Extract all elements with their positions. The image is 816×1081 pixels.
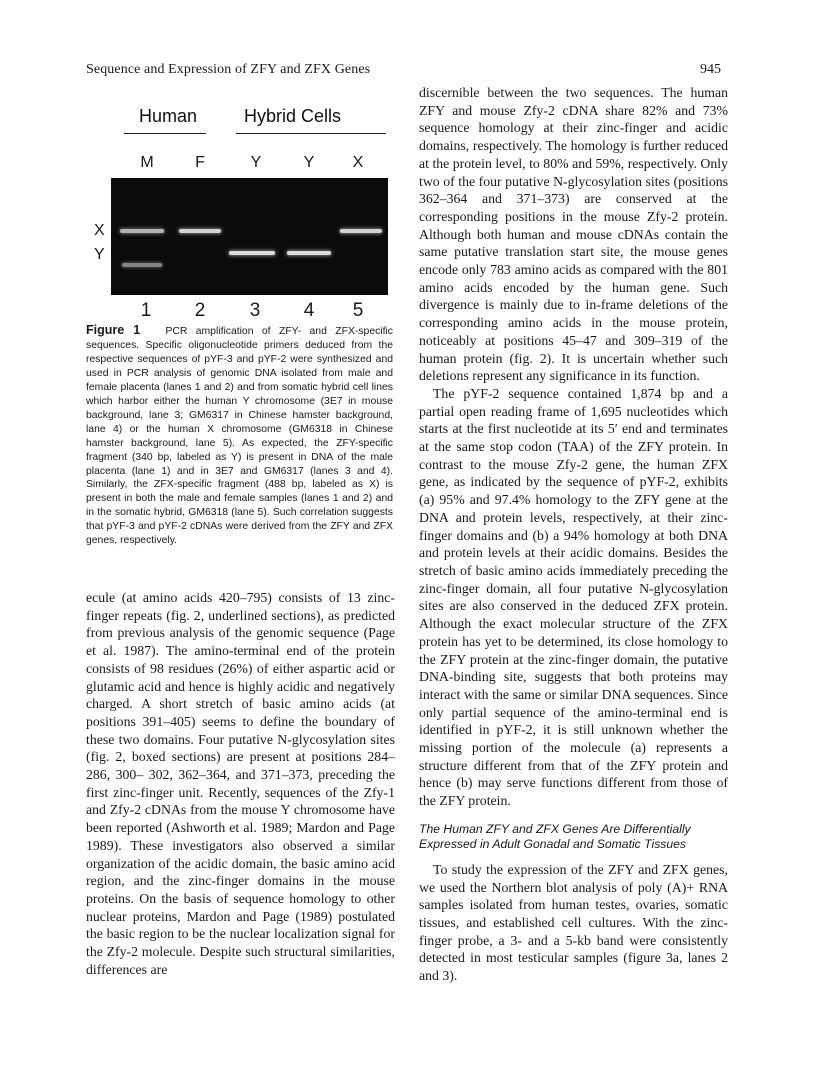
- lane-top-label: Y: [303, 154, 315, 171]
- section-heading: The Human ZFY and ZFX Genes Are Differentially Expressed in Adult Gonadal and Somatic Tissues: [419, 821, 691, 852]
- body-paragraph: discernible between the two sequences. The human ZFY and mouse Zfy-2 cDNA share 82% and 73% sequence homology at their zinc-finger and acidic domains, respectively. The homology is further reduced at the protein level, to 80% and 59%, respectively. Only two of the four putative N-glycosylation sites (positions 362–364 and 371–373) are conserved at the corresponding positions in the mouse Zfy-2 protein. Although both human and mouse cDNAs contain the same putative translation start site, the mouse genes encode only 783 amino acids as compared with the 801 amino acids encoded by the human gene. Such divergence is mainly due to in-frame deletions of the corresponding amino acids in the mouse protein, noticeably at positions 45–47 and 309–319 of the human protein (fig. 2). It is uncertain whether such deletions represent any significance in its function.: [419, 85, 728, 384]
- body-paragraph: To study the expression of the ZFY and ZFX genes, we used the Northern blot analysis of poly (A)+ RNA samples isolated from human testes, ovaries, somatic tissues, and established cell cultures. With the zinc-finger probe, a 3- and a 5-kb band were consistently detected in most testicular samples (figure 3a, lanes 2 and 3).: [419, 861, 728, 984]
- lane-top-label: F: [195, 154, 205, 171]
- group-rule-hybrid: [236, 133, 386, 134]
- lane-number: 3: [249, 300, 261, 321]
- caption-label: Figure 1: [86, 323, 141, 337]
- band-lane4-y: [287, 251, 331, 255]
- band-lane1-x: [120, 229, 164, 233]
- gel-image: [111, 178, 388, 295]
- caption-text: PCR amplification of ZFY- and ZFX-specific sequences. Specific oligonucleotide primers deduced from the respective sequences of pYF-3 and pYF-2 were synthesized and used in PCR analysis of genomic DNA isolated from male and female placenta (lanes 1 and 2) and from somatic hybrid cell lines which harbor either the human Y chromosome (3E7 in mouse background, lane 3; GM6317 in Chinese hamster background, lane 4) or the human X chromosome (GM6318 in Chinese hamster background, lane 5). As expected, the ZFY-specific fragment (340 bp, labeled as Y) is present in DNA of the male placenta (lane 1) and in 3E7 and GM6317 (lanes 3 and 4). Similarly, the ZFX-specific fragment (488 bp, labeled as X) is present in both the male and female samples (lanes 1 and 2) and in the somatic hybrid, GM6318 (lane 5). Such correlation suggests that pYF-3 and pYF-2 cDNAs were derived from the ZFY and ZFX genes, respectively.: [86, 326, 393, 547]
- band-lane2-x: [179, 229, 221, 233]
- lane-top-label: X: [352, 154, 364, 171]
- body-paragraph: ecule (at amino acids 420–795) consists of 13 zinc-finger repeats (fig. 2, underlined sections), as predicted from previous analysis of the genomic sequence (Page et al. 1987). The amino-terminal end of the protein consists of 98 residues (26%) of either aspartic acid or glutamic acid and hence is highly acidic and negatively charged. A short stretch of basic amino acids (at positions 391–405) seems to define the boundary of these two domains. Four putative N-glycosylation sites (fig. 2, boxed sections) are present at positions 284–286, 300– 302, 362–364, and 371–373, preceding the first zinc-finger unit. Recently, sequences of the Zfy-1 and Zfy-2 cDNAs from the mouse Y chromosome have been reported (Ashworth et al. 1989; Mardon and Page 1989). These investigators also observed a similar organization of the acidic domain, the basic amino acid region, and the zinc-finger domains in the mouse proteins. On the basis of sequence homology to other nuclear proteins, Mardon and Page (1989) postulated the basic region to be the nuclear localization signal for the Zfy-2 molecule. Despite such structural similarities, differences are: [86, 590, 395, 977]
- lane-top-label: M: [140, 154, 154, 171]
- lane-number: 4: [303, 300, 315, 321]
- lane-number: 1: [140, 300, 152, 321]
- band-lane5-x: [340, 229, 382, 233]
- running-title: Sequence and Expression of ZFY and ZFX Genes: [86, 62, 371, 77]
- lane-top-label: Y: [250, 154, 262, 171]
- group-rule-human: [124, 133, 206, 134]
- band-lane1-y: [122, 263, 162, 267]
- body-paragraph: The pYF-2 sequence contained 1,874 bp and a partial open reading frame of 1,695 nucleotides which starts at the first nucleotide at its 5′ end and terminates at the same stop codon (TAA) of the ZFY protein. In contrast to the mouse Zfy-2 gene, the human ZFX gene, as indicated by the sequence of pYF-2, exhibits (a) 95% and 97.4% homology to the ZFY gene at the DNA and protein levels, respectively, at their zinc-finger domains and (b) a 94% homology at both DNA and protein levels at their acidic domains. Besides the stretch of basic amino acids immediately preceding the zinc-finger domain, all four putative N-glycosylation sites are also conserved in the deduced ZFX protein. Although the exact molecular structure of the ZFX protein has yet to be determined, its close homology to the ZFY protein at the zinc-finger domain, the putative DNA-binding site, suggests that both proteins may interact with the same or similar DNA sequences. Since only partial sequence of the amino-terminal end is identified in pYF-2, it is still unknown whether the missing portion of the molecule (a) represents a structure different from that of the ZFY protein and hence (b) may serve functions different from those of the ZFY protein.: [419, 385, 728, 809]
- band-lane3-y: [229, 251, 275, 255]
- group-label-human: Human: [139, 106, 198, 126]
- right-column: [419, 84, 728, 985]
- band-label-y: Y: [94, 246, 105, 263]
- page-number: 945: [700, 62, 721, 77]
- group-label-hybrid: Hybrid Cells: [244, 106, 342, 126]
- lane-number: 5: [352, 300, 364, 321]
- band-label-x: X: [94, 222, 105, 239]
- left-column: [86, 589, 395, 978]
- lane-number: 2: [194, 300, 206, 321]
- figure-caption: [86, 324, 393, 548]
